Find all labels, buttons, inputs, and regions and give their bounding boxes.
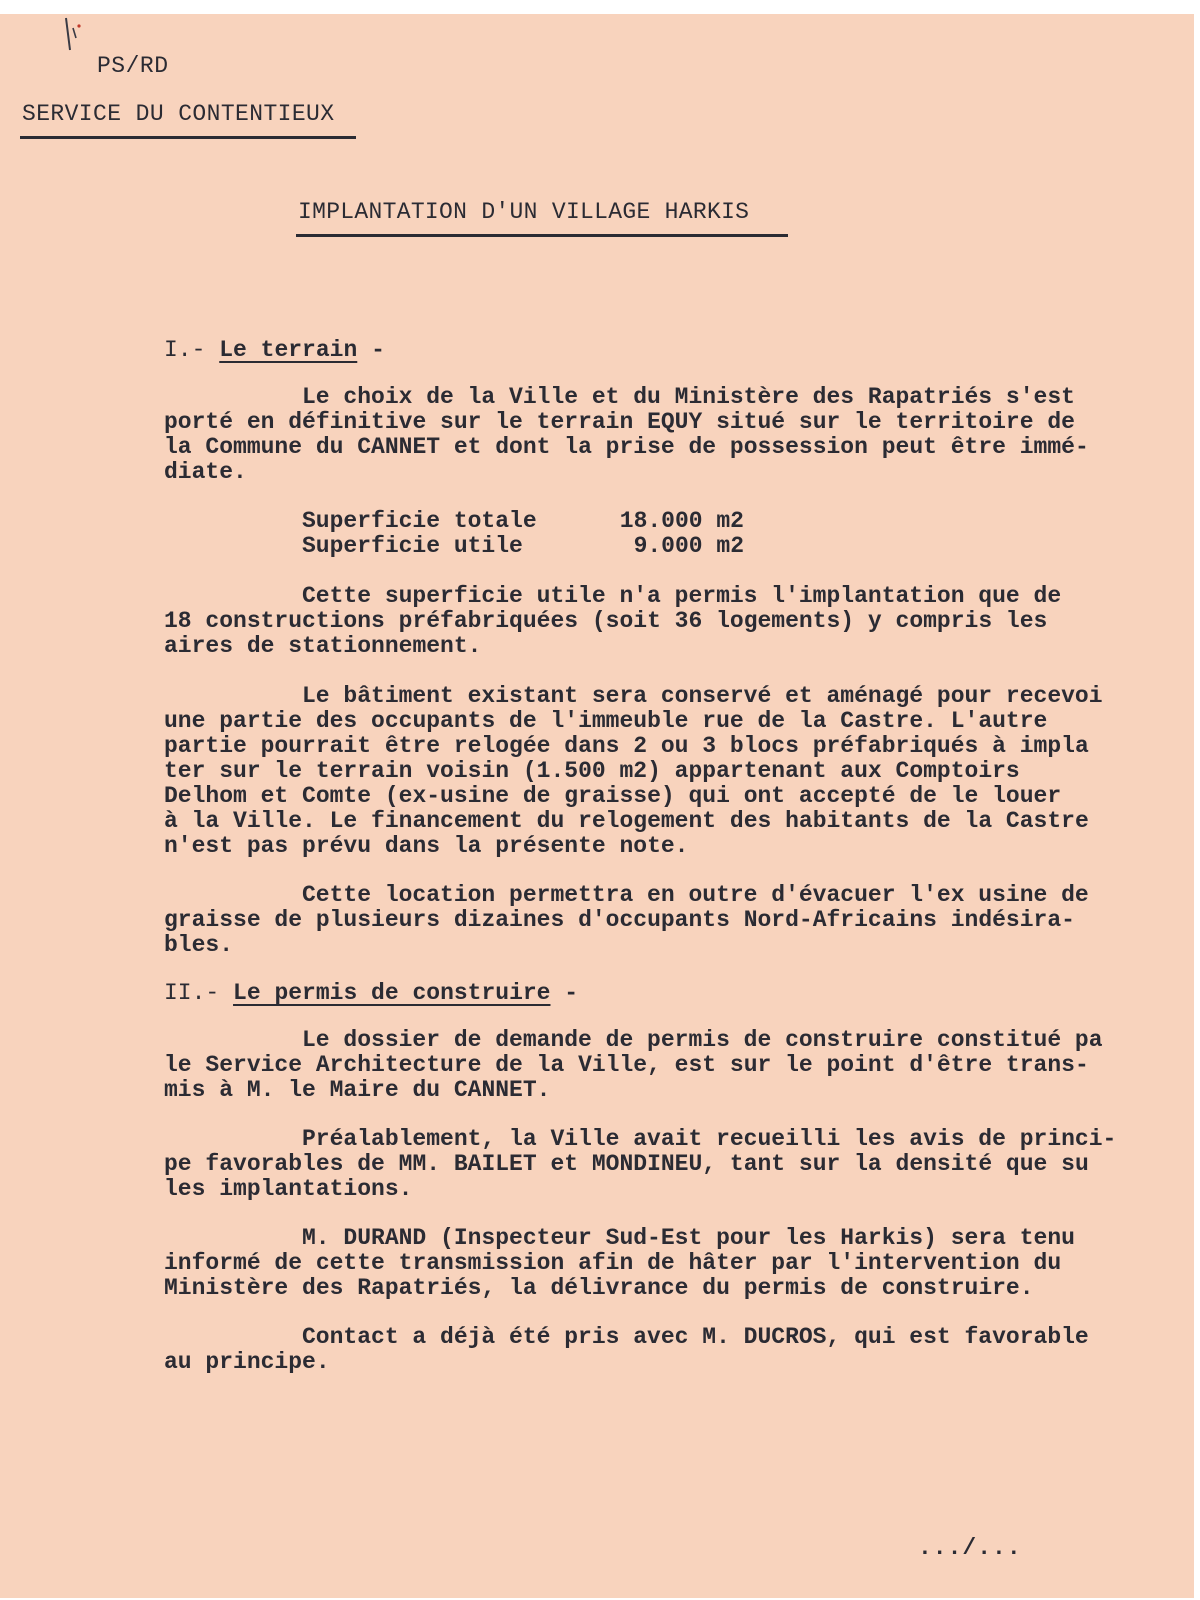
text-line: bles. [164,932,234,958]
document-title: IMPLANTATION D'UN VILLAGE HARKIS [298,199,750,225]
area-value: 18.000 m2 [619,508,744,534]
section-2-paragraph-1 [164,1028,1194,1103]
text-line: graisse de plusieurs dizaines d'occupants Nord-Africains indésira- [164,907,1075,933]
service-name: SERVICE DU CONTENTIEUX [22,101,335,127]
area-label: Superficie utile [302,533,523,559]
text-line: M. DURAND (Inspecteur Sud-Est pour les Harkis) sera tenu [302,1225,1075,1251]
section-1-paragraph-4 [164,883,1194,958]
text-line: porté en définitive sur le terrain EQUY situé sur le territoire de [164,409,1075,435]
section-2-paragraph-4 [164,1325,1194,1375]
text-line: Ministère des Rapatriés, la délivrance du permis de construire. [164,1275,1034,1301]
text-line: le Service Architecture de la Ville, est sur le point d'être trans- [164,1052,1089,1078]
text-line: n'est pas prévu dans la présente note. [164,833,689,859]
service-underline [20,136,356,139]
section-1-paragraph-1 [164,385,1194,485]
text-line: la Commune du CANNET et dont la prise de possession peut être immé- [164,434,1089,460]
area-row-total [164,509,1194,534]
text-line: au principe. [164,1349,330,1375]
text-line: Contact a déjà été pris avec M. DUCROS, qui est favorable [302,1324,1089,1350]
area-table [164,509,1194,559]
text-line: une partie des occupants de l'immeuble rue de la Castre. L'autre [164,708,1048,734]
section-1-paragraph-2 [164,584,1194,659]
text-line: ter sur le terrain voisin (1.500 m2) appartenant aux Comptoirs [164,758,1020,784]
section-1-dash: - [371,337,385,363]
text-line: pe favorables de MM. BAILET et MONDINEU, tant sur la densité que su [164,1151,1089,1177]
text-line: Cette location permettra en outre d'évacuer l'ex usine de [302,882,1089,908]
text-line: les implantations. [164,1176,413,1202]
text-line: Delhom et Comte (ex-usine de graisse) qui ont accepté de le louer [164,783,1062,809]
text-line: partie pourrait être relogée dans 2 ou 3 blocs préfabriqués à impla [164,733,1089,759]
text-line: 18 constructions préfabriquées (soit 36 logements) y compris les [164,608,1048,634]
area-row-utile [164,534,1194,559]
text-line: aires de stationnement. [164,633,482,659]
text-line: à la Ville. Le financement du relogement des habitants de la Castre [164,808,1089,834]
section-1-title: Le terrain [219,337,358,363]
section-1-paragraph-3 [164,684,1194,859]
section-2-heading [164,981,1194,1006]
section-2-dash: - [564,980,579,1006]
text-line: informé de cette transmission afin de hâter par l'intervention du [164,1250,1062,1276]
text-line: Préalablement, la Ville avait recueilli les avis de princi- [302,1126,1117,1152]
section-2-number: II.- [164,980,220,1006]
title-underline [296,234,788,237]
area-label: Superficie totale [302,508,537,534]
text-line: Le bâtiment existant sera conservé et aménagé pour recevoi [302,683,1103,709]
section-1-number: I.- [164,337,206,363]
text-line: Cette superficie utile n'a permis l'implantation que de [302,583,1062,609]
text-line: Le dossier de demande de permis de construire constitué pa [302,1027,1103,1053]
text-line: mis à M. le Maire du CANNET. [164,1077,551,1103]
reference-code: PS/RD [97,53,169,79]
section-2-paragraph-3 [164,1226,1194,1301]
text-line: diate. [164,459,247,485]
area-value: 9.000 m2 [633,533,744,559]
section-2-paragraph-2 [164,1127,1194,1202]
document-page [0,14,1194,1598]
continuation-mark: .../... [918,1535,1022,1561]
pen-mark-icon [62,16,82,52]
text-line: Le choix de la Ville et du Ministère des Rapatriés s'est [302,384,1075,410]
section-1-heading [164,338,1194,363]
section-2-title: Le permis de construire [233,980,551,1006]
